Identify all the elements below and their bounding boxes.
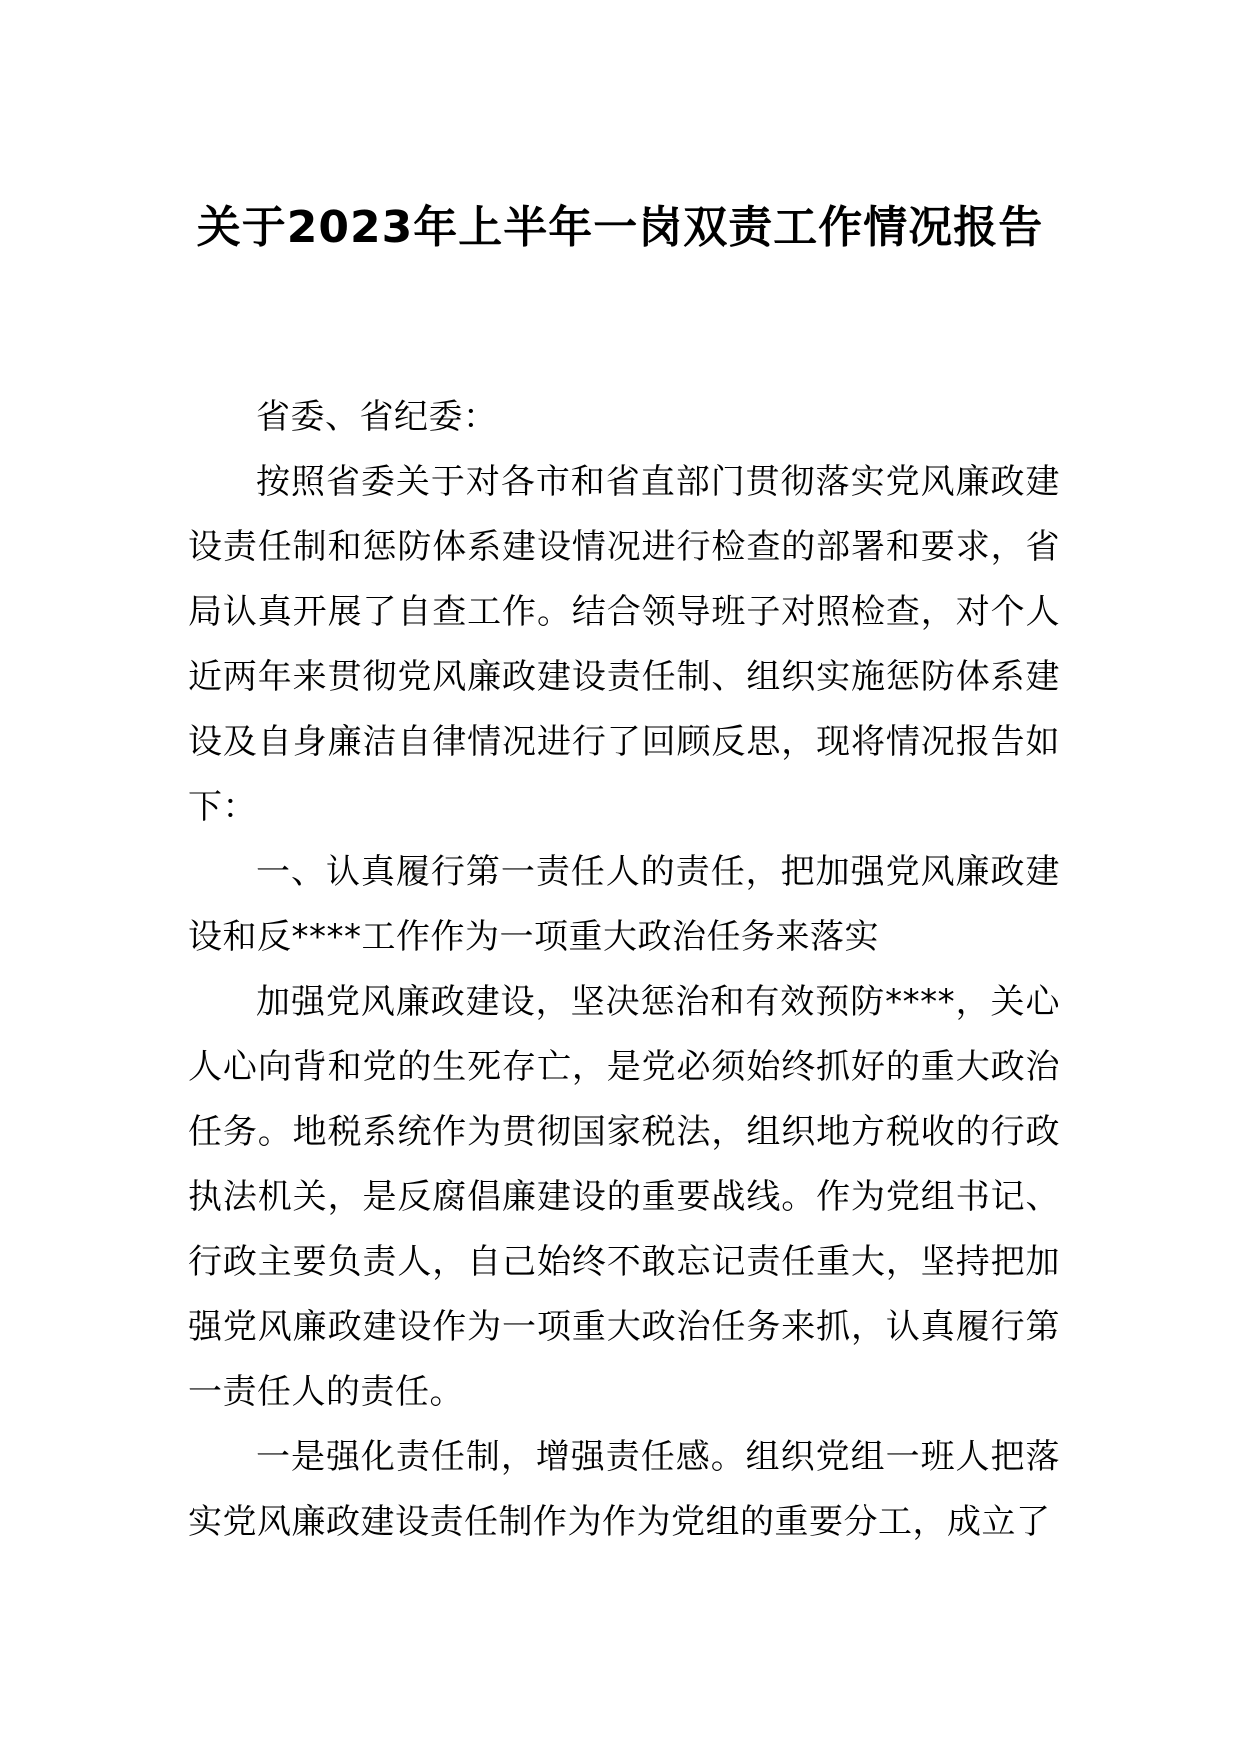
paragraph-point-1: 一是强化责任制，增强责任感。组织党组一班人把落实党风廉政建设责任制作为作为党组的重要分工，成立了 xyxy=(188,1437,1060,1542)
paragraph-intro: 按照省委关于对各市和省直部门贯彻落实党风廉政建设责任制和惩防体系建设情况进行检查的部署和要求，省局认真开展了自查工作。结合领导班子对照检查，对个人近两年来贯彻党风廉政建设责任制、组织实施惩防体系建设及自身廉洁自律情况进行了回顾反思，现将情况报告如下： xyxy=(188,462,1060,827)
document-title: 关于2023年上半年一岗双责工作情况报告 xyxy=(196,202,1044,253)
section-heading-1: 一、认真履行第一责任人的责任，把加强党风廉政建设和反****工作作为一项重大政治任务来落实 xyxy=(188,852,1060,957)
salutation: 省委、省纪委： xyxy=(256,397,498,437)
paragraph-section-1: 加强党风廉政建设，坚决惩治和有效预防****，关心人心向背和党的生死存亡，是党必须始终抓好的重大政治任务。地税系统作为贯彻国家税法，组织地方税收的行政执法机关，是反腐倡廉建设的重要战线。作为党组书记、行政主要负责人，自己始终不敢忘记责任重大，坚持把加强党风廉政建设作为一项重大政治任务来抓，认真履行第一责任人的责任。 xyxy=(188,982,1060,1412)
document-body xyxy=(188,385,1060,1555)
